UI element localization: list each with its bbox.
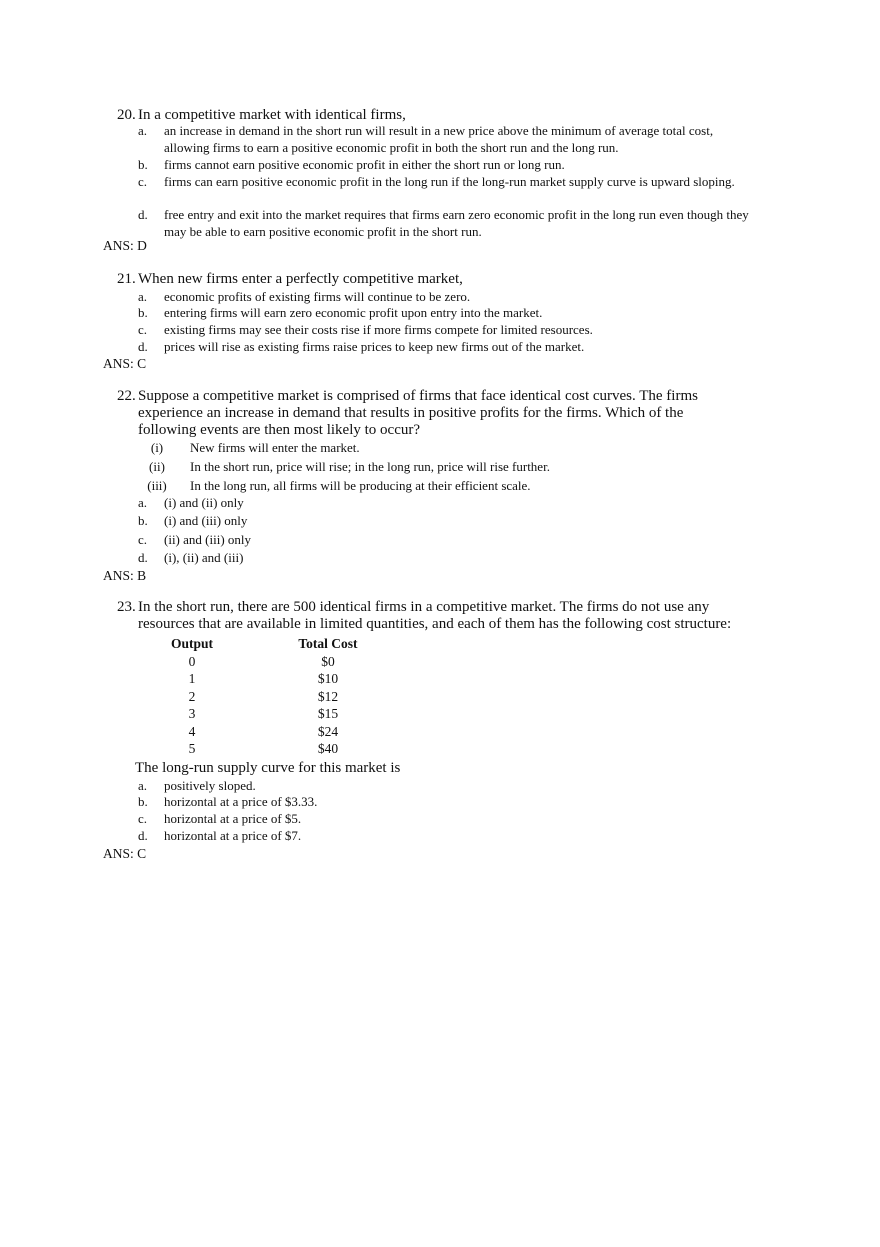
- question-number: 21.: [117, 271, 136, 287]
- option-letter: d.: [138, 207, 148, 222]
- question-number: 23.: [117, 599, 136, 615]
- table-cell-output: 1: [188, 671, 196, 686]
- option-text: positively sloped.: [164, 778, 256, 793]
- option-letter: b.: [138, 794, 148, 809]
- option-letter: d.: [138, 828, 148, 843]
- answer-key: ANS: D: [103, 238, 147, 253]
- table-header-output: Output: [170, 636, 214, 651]
- table-cell-output: 5: [188, 741, 196, 756]
- question-stem-line: experience an increase in demand that results in positive profits for the firms. Which of the: [138, 405, 684, 421]
- option-letter: c.: [138, 322, 148, 337]
- question-stem-line: Suppose a competitive market is comprised of firms that face identical cost curves. The firms: [138, 388, 698, 404]
- option-letter: d.: [138, 550, 148, 565]
- option-text: horizontal at a price of $3.33.: [164, 794, 318, 809]
- option-letter: a.: [138, 495, 148, 510]
- option-letter: b.: [138, 305, 148, 320]
- option-text: (i), (ii) and (iii): [164, 550, 244, 565]
- option-text: horizontal at a price of $5.: [164, 811, 302, 826]
- option-text: (i) and (iii) only: [164, 513, 248, 528]
- table-cell-total-cost: $40: [317, 741, 339, 756]
- option-letter: c.: [138, 811, 148, 826]
- option-letter: c.: [138, 174, 148, 189]
- statement-numeral: (i): [150, 440, 164, 455]
- option-text: economic profits of existing firms will continue to be zero.: [164, 289, 471, 304]
- statement-numeral: (iii): [147, 478, 167, 493]
- option-text: existing firms may see their costs rise if more firms compete for limited resources.: [164, 322, 593, 337]
- option-letter: a.: [138, 289, 148, 304]
- option-letter: c.: [138, 532, 148, 547]
- table-cell-total-cost: $12: [317, 689, 339, 704]
- option-letter: a.: [138, 123, 148, 138]
- option-text: prices will rise as existing firms raise prices to keep new firms out of the market.: [164, 339, 585, 354]
- question-number: 22.: [117, 388, 136, 404]
- question-followup: The long-run supply curve for this market is: [135, 760, 401, 776]
- table-cell-total-cost: $0: [321, 654, 335, 669]
- question-stem-line: When new firms enter a perfectly competitive market,: [138, 271, 463, 287]
- statement-text: New firms will enter the market.: [190, 440, 360, 455]
- option-text: firms can earn positive economic profit in the long run if the long-run market supply curve is upward sloping.: [164, 174, 735, 189]
- question-stem-line: In the short run, there are 500 identical firms in a competitive market. The firms do not use any: [138, 599, 710, 615]
- option-text: an increase in demand in the short run will result in a new price above the minimum of average total cost, allowing firms to earn a positive economic profit in both the short run and the long run.: [164, 123, 714, 155]
- question-stem-line: resources that are available in limited quantities, and each of them has the following cost structure:: [138, 616, 732, 632]
- option-text: firms cannot earn positive economic profit in either the short run or long run.: [164, 157, 565, 172]
- table-cell-output: 4: [188, 724, 196, 739]
- option-text: free entry and exit into the market requires that firms earn zero economic profit in the long run even though they may be able to earn positive economic profit in the short run.: [164, 207, 749, 239]
- table-cell-output: 0: [188, 654, 196, 669]
- option-letter: d.: [138, 339, 148, 354]
- table-cell-output: 3: [188, 706, 196, 721]
- option-text: entering firms will earn zero economic profit upon entry into the market.: [164, 305, 543, 320]
- table-header-total-cost: Total Cost: [298, 636, 358, 651]
- option-letter: b.: [138, 513, 148, 528]
- table-cell-total-cost: $10: [317, 671, 339, 686]
- option-letter: b.: [138, 157, 148, 172]
- statement-text: In the long run, all firms will be producing at their efficient scale.: [190, 478, 531, 493]
- statement-numeral: (ii): [149, 459, 165, 474]
- answer-key: ANS: C: [103, 846, 147, 861]
- question-stem-line: In a competitive market with identical firms,: [138, 107, 406, 123]
- option-text: (ii) and (iii) only: [164, 532, 252, 547]
- table-cell-total-cost: $15: [317, 706, 339, 721]
- answer-key: ANS: B: [103, 568, 147, 583]
- table-cell-total-cost: $24: [317, 724, 339, 739]
- option-text: horizontal at a price of $7.: [164, 828, 302, 843]
- option-text: (i) and (ii) only: [164, 495, 244, 510]
- question-stem-line: following events are then most likely to occur?: [138, 422, 421, 438]
- question-number: 20.: [117, 107, 136, 123]
- table-cell-output: 2: [188, 689, 196, 704]
- answer-key: ANS: C: [103, 356, 147, 371]
- option-letter: a.: [138, 778, 148, 793]
- statement-text: In the short run, price will rise; in the long run, price will rise further.: [190, 459, 550, 474]
